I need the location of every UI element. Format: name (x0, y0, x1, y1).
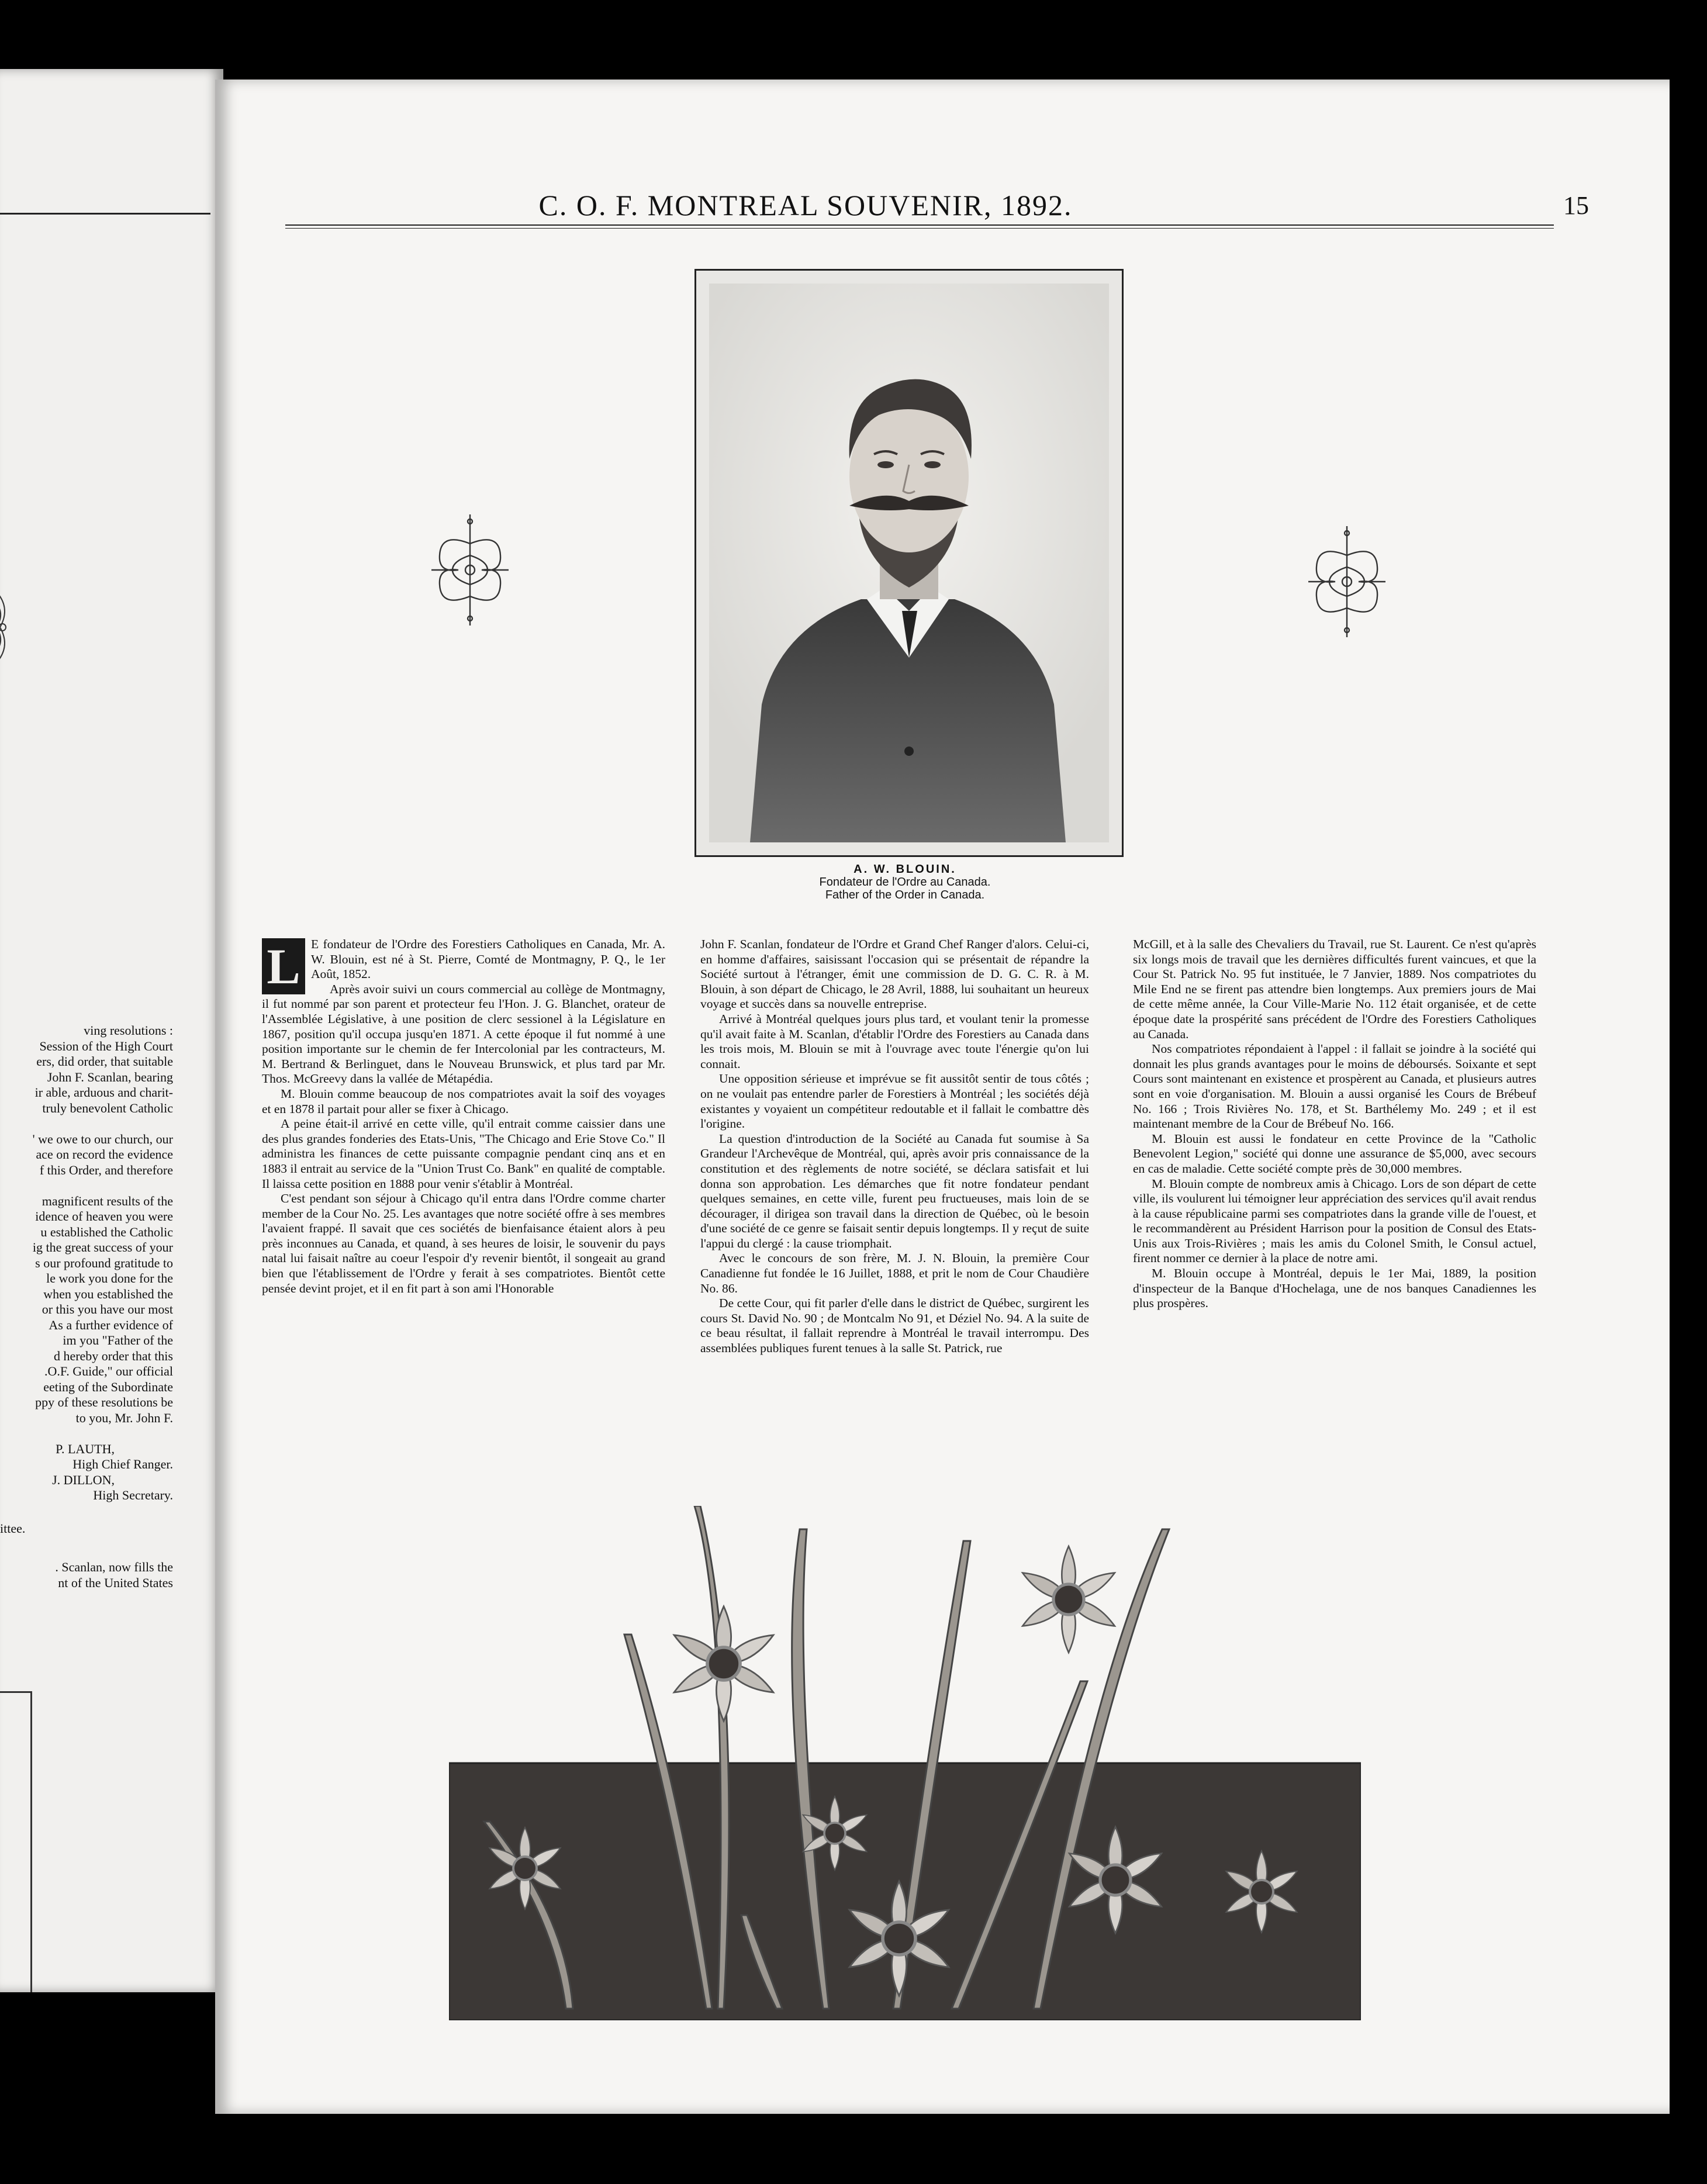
paragraph: A peine était-il arrivé en cette ville, qu'il entrait comme caissier dans une des plus grandes fonderies des Etats-Unis, "The Chicago and Erie Stove Co." Il administra les finances de cette puissante compagnie pendant cinq ans et en 1883 il entrait au service de la "Union Trust Co. Bank" en qualité de comptable. Il laissa cette position en 1888 pour venir s'établir à Montréal. (262, 1117, 665, 1191)
left-text-line: ace on record the evidence (36, 1147, 173, 1162)
left-text-line: when you established the (43, 1286, 173, 1301)
left-scroll-ornament-icon (429, 509, 511, 631)
left-page-text (0, 1023, 173, 1591)
paragraph: C'est pendant son séjour à Chicago qu'il entra dans l'Ordre comme charter member de la Cour No. 25. Les avantages que notre société offre à ses membres l'avaient frappé. Il savait que ces sociétés de bienfaisance étaient alors à peu près inconnues au Canada, et quand, à ses heures de loisir, le souvenir du pays natal lui faisait naître au coeur l'espoir d'y revenir bientôt, il songeait au grand bien que l'établissement de l'Ordre y ferait à ses compatriotes. Bientôt cette pensée devint projet, et il en fit part à son ami l'Honorable (262, 1191, 665, 1295)
paragraph: John F. Scanlan, fondateur de l'Ordre et Grand Chef Ranger d'alors. Celui-ci, en homme d'affaires, saisissant l'occasion qui se présentait de répandre la Société surtout à l'étranger, émit une commission de D. G. C. R. à M. Blouin, à son départ de Chicago, le 28 Avril, 1888, lui souhaitant un heureux voyage et succès dans sa nouvelle entreprise. (700, 937, 1089, 1011)
left-text-line: ppy of these resolutions be (35, 1395, 173, 1409)
page-header (285, 184, 1589, 230)
left-text-line: im you "Father of the (63, 1333, 173, 1347)
paragraph: De cette Cour, qui fit parler d'elle dans le district de Québec, surgirent les cours St. David No. 90 ; de Montcalm No 91, et Déziel No. 94. A la suite de ce beau résultat, il fallait reprendre à Montréal le travail interrompu. Des assemblées publiques furent tenues à la salle St. Patrick, rue (700, 1296, 1089, 1356)
portrait-photo (709, 284, 1109, 842)
paragraph: Une opposition sérieuse et imprévue se fit aussitôt sentir de tous côtés ; on ne voulait pas entendre parler de Forestiers à Montréal ; les sociétés déjà existantes y voyaient un compétiteur redoutable et il fallait le combattre dès l'origine. (700, 1072, 1089, 1131)
left-closing-line: nt of the United States (58, 1575, 173, 1590)
left-text-line: magnificent results of the (42, 1193, 173, 1208)
paragraph: McGill, et à la salle des Chevaliers du Travail, rue St. Laurent. Ce n'est qu'après six longs mois de travail que les dernières difficultés furent vaincues, et que la Cour St. Patrick No. 95 fut instituée, le 7 Janvier, 1889. Nos compatriotes du Mile End ne se firent pas attendre bien longtemps. Aux premiers jours de Mai de cette même année, la Cour Ville-Marie No. 112 était organisée, et de cette époque date la prospérité sans précédent de l'Ordre des Forestiers Catholiques au Canada. (1133, 937, 1536, 1041)
left-text-line: f this Order, and therefore (39, 1162, 173, 1177)
left-closing-line: . Scanlan, now fills the (55, 1560, 173, 1574)
daffodil-illustration (449, 1506, 1361, 2020)
caption-french: Fondateur de l'Ordre au Canada. (819, 876, 991, 889)
left-text-line: ' we owe to our church, our (32, 1131, 173, 1146)
left-text-line: u established the Catholic (40, 1224, 173, 1239)
portrait-caption (624, 863, 1186, 901)
left-text-line: ving resolutions : (84, 1023, 173, 1038)
committee-line: ittee. (0, 1520, 26, 1536)
left-text-line: ers, did order, that suitable (36, 1054, 173, 1069)
signature-line: J. DILLON, (52, 1472, 115, 1487)
left-text-line: idence of heaven you were (35, 1209, 173, 1224)
left-page-frame (0, 1691, 32, 1992)
left-text-line: s our profound gratitude to (35, 1255, 173, 1270)
spacer (0, 1426, 173, 1442)
left-text-line: ig the great success of your (32, 1240, 173, 1255)
paragraph: Arrivé à Montréal quelques jours plus tard, et voulant tenir la promesse qu'il avait faite à M. Scanlan, d'établir l'Ordre des Forestiers au Canada dans les trois mois, M. Blouin se mit à l'ouvrage avec toute l'énergie qu'on lui connait. (700, 1011, 1089, 1071)
paragraph: Après avoir suivi un cours commercial au collège de Montmagny, il fut nommé par son parent et protecteur feu l'Hon. J. G. Blanchet, orateur de l'Assemblée Législative, à une position de clerc sessionel à la Législature en 1867, position qu'il occupa jusqu'en 1871. A cette époque il fut nommé à une position importante sur le chemin de fer Intercolonial par les contracteurs, M. M. Bertrand & Berlinguet, dans le Nouveau Brunswick, et plus tard par Mr. Thos. McGreevy dans la vallée de Métapédia. (262, 982, 665, 1086)
article-column-2 (700, 937, 1089, 1356)
left-ornament-icon (0, 583, 22, 671)
left-text-line: eeting of the Subordinate (43, 1379, 173, 1394)
left-page-fragment (0, 69, 223, 1992)
caption-english: Father of the Order in Canada. (825, 889, 985, 901)
left-text-line: truly benevolent Catholic (42, 1100, 173, 1115)
left-text-line: As a further evidence of (49, 1317, 173, 1332)
drop-cap: L (262, 938, 305, 994)
left-text-line: ir able, arduous and charit- (34, 1085, 173, 1100)
portrait-figure (709, 284, 1109, 842)
paragraph: La question d'introduction de la Société au Canada fut soumise à Sa Grandeur l'Archevêque de Montréal, qui, après avoir pris connaissance de la constitution et des règlements de notre société, se déclara satisfait et lui donna son approbation. Les démarches que fit notre fondateur pendant quelques semaines, en cette ville, furent peu fructueuses, mais loin de se décourager, il dirigea son travail dans la direction de Québec, où le besoin d'une société de ce genre se faisait sentir depuis longtemps. Il y reçut de suite l'appui du clergé : la cause triomphait. (700, 1131, 1089, 1250)
paragraph: M. Blouin occupe à Montréal, depuis le 1er Mai, 1889, la position d'inspecteur de la Banque d'Hochelaga, une de nos banques Canadiennes les plus prospères. (1133, 1266, 1536, 1311)
page-title: C. O. F. MONTREAL SOUVENIR, 1892. (538, 189, 1073, 222)
page-15 (215, 80, 1670, 2114)
left-text-line: Session of the High Court (39, 1038, 173, 1053)
paragraph: E fondateur de l'Ordre des Forestiers Catholiques en Canada, Mr. A. W. Blouin, est né à St. Pierre, Comté de Montmagny, P. Q., le 1er Août, 1852. (311, 937, 665, 982)
paragraph: Avec le concours de son frère, M. J. N. Blouin, la première Cour Canadienne fut fondée le 16 Juillet, 1888, et prit le nom de Cour Chaudière No. 86. (700, 1251, 1089, 1295)
paragraph: M. Blouin comme beaucoup de nos compatriotes avait la soif des voyages et en 1878 il partait pour aller se fixer à Chicago. (262, 1086, 665, 1116)
left-text-line: or this you have our most (42, 1302, 173, 1316)
left-text-line: .O.F. Guide," our official (44, 1364, 173, 1378)
paragraph: Nos compatriotes répondaient à l'appel : il fallait se joindre à la société qui donnait les plus grands avantages pour le moins de déboursés. Soixante et sept Cours sont maintenant en existence et prospèrent au Canada, et plusieurs autres sont en voie d'organisation. M. Blouin a aussi organisé les Cours de Brébeuf No. 166 ; Trois Rivières No. 178, et St. Barthélemy Mo. 249 ; et il est maintenant membre de la Cour de Brébeuf No. 166. (1133, 1042, 1536, 1131)
portrait-name: A. W. BLOUIN. (854, 863, 956, 876)
signature-line: High Secretary. (93, 1488, 173, 1502)
header-rule-thin (285, 228, 1554, 229)
left-text-line (0, 1116, 173, 1132)
portrait-frame (694, 269, 1124, 857)
paragraph: M. Blouin compte de nombreux amis à Chicago. Lors de son départ de cette ville, ils voulurent lui témoigner leur appréciation des services qu'il avait rendus à la cause républicaine parmi ses compatriotes dans la grande ville de l'ouest, et le recommandèrent au Président Harrison pour la position de Consul des Etats-Unis aux Trois-Rivières ; mais les amis du Colonel Smith, le Consul actuel, firent nommer ce dernier à la place de notre ami. (1133, 1176, 1536, 1266)
article-column-3 (1133, 937, 1536, 1311)
left-text-line: le work you done for the (46, 1271, 173, 1285)
article-column-1 (262, 937, 665, 1296)
left-header-rule (0, 213, 210, 215)
signature-line: P. LAUTH, (56, 1441, 115, 1456)
left-text-line: to you, Mr. John F. (75, 1410, 173, 1425)
paragraph: M. Blouin est aussi le fondateur en cette Province de la "Catholic Benevolent Legion," société qui donne une assurance de $5,000, avec secours en cas de maladie. Cette société compte près de 30,000 membres. (1133, 1131, 1536, 1176)
header-rule (285, 224, 1554, 226)
page-number: 15 (1563, 191, 1589, 220)
left-text-line: d hereby order that this (53, 1348, 173, 1363)
left-text-line (0, 1178, 173, 1194)
right-scroll-ornament-icon (1306, 520, 1388, 643)
signature-line: High Chief Ranger. (72, 1457, 173, 1471)
left-text-line: John F. Scanlan, bearing (47, 1069, 173, 1084)
